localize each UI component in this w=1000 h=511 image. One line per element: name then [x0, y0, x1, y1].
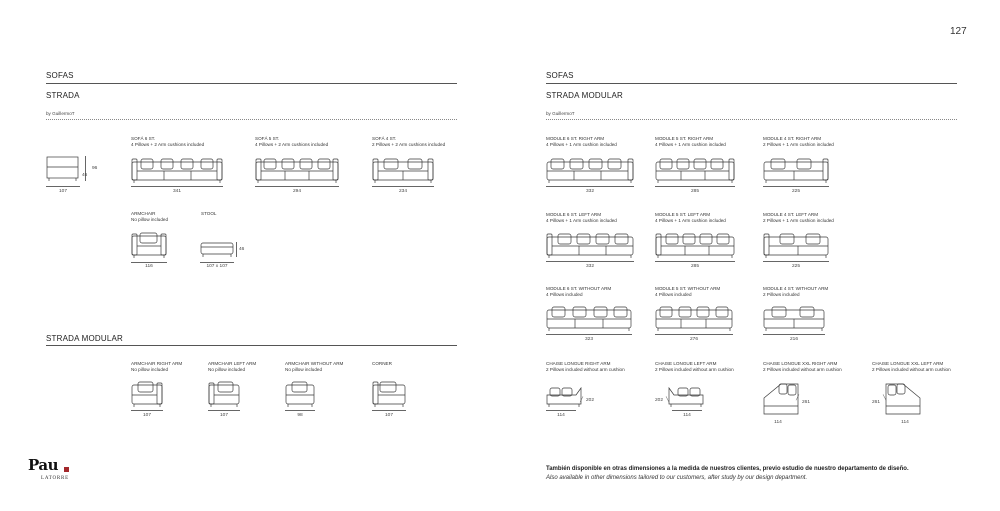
sofa-6-dim-line [131, 186, 223, 187]
armchair-label [131, 211, 168, 223]
chaise-xxl-right-depth: 261 [802, 400, 811, 405]
left-modular-title: STRADA MODULAR [46, 334, 124, 343]
right-section-rule [546, 83, 957, 84]
module-5-without-width: 276 [689, 337, 698, 342]
armchair-without-arm-drawing [285, 380, 315, 408]
armchair-right-arm-label [131, 361, 182, 373]
chaise-right-depth-mark: ╱ [580, 398, 583, 403]
corner-dim-line [372, 410, 406, 411]
sofa-4-desc: 2 Pillows + 2 Arm cushions included [372, 142, 446, 147]
chaise-left-width: 114 [683, 413, 691, 418]
module-6-left-dim-line [546, 261, 634, 262]
brand-name: Pau [28, 456, 59, 474]
armchair-without-arm-label [285, 361, 343, 373]
chaise-xxl-left-desc: 2 Pillows included without arm cushion [872, 367, 951, 372]
module-6-without-title: MODULE 6 ST. WITHOUT ARM [546, 286, 612, 291]
chaise-xxl-right-label [763, 361, 842, 373]
sofa-side-view-drawing [46, 155, 80, 183]
armchair-right-arm-dim-line [131, 410, 163, 411]
sofa-6-desc: 4 Pillows + 2 Arm cushions included [131, 142, 205, 147]
right-byline: by GuillermoT [546, 111, 575, 116]
module-4-without-dim-line [763, 334, 825, 335]
module-6-right-dim-line [546, 186, 634, 187]
module-5-right-desc: 4 Pillows + 1 Arm cushion included [655, 142, 726, 147]
module-5-left-desc: 4 Pillows + 1 Arm cushion included [655, 218, 726, 223]
stool-drawing [200, 241, 234, 259]
sofa-4-width: 234 [398, 189, 407, 194]
module-4-right-label [763, 136, 834, 148]
chaise-xxl-left-depth-mark: ╲ [883, 396, 886, 401]
stool-dim-line [200, 262, 234, 263]
side-depth: 107 [58, 189, 67, 194]
sofa-6-width: 341 [172, 189, 181, 194]
chaise-left-dim-line [672, 410, 702, 411]
stool-title: STOOL [201, 211, 217, 216]
armchair-right-arm-desc: No pillow included [131, 367, 169, 372]
footer-note-es: También disponible en otras dimensiones a la medida de nuestros clientes, previo estudio de nuestro departamento de diseño. [546, 466, 909, 472]
stool-height: 46 [239, 247, 245, 252]
brand-subtitle: LATORRE [41, 476, 70, 481]
sofa-5-width: 294 [292, 189, 301, 194]
sofa-5-dim-line [255, 186, 339, 187]
armchair-without-arm-desc: No pillow included [285, 367, 323, 372]
chaise-left-drawing [668, 382, 704, 408]
sofa-4-dim-line [372, 186, 434, 187]
module-6-without-label [546, 286, 611, 298]
right-byline-rule [546, 119, 957, 120]
module-6-left-drawing [546, 231, 634, 259]
module-4-right-width: 225 [791, 189, 800, 194]
module-5-left-drawing [655, 231, 735, 259]
armchair-right-arm-title: ARMCHAIR RIGHT ARM [131, 361, 183, 366]
right-section-title: SOFAS [546, 71, 574, 80]
module-5-right-width: 285 [690, 189, 699, 194]
brand-logo [28, 456, 58, 475]
left-section-title: SOFAS [46, 71, 74, 80]
module-6-without-width: 323 [584, 337, 593, 342]
module-4-left-label [763, 212, 834, 224]
sofa-5-title: SOFÁ 5 ST. [255, 136, 280, 141]
module-6-without-desc: 4 Pillows included [546, 292, 583, 297]
module-4-without-desc: 2 Pillows included [763, 292, 800, 297]
module-4-right-drawing [763, 156, 829, 184]
stool-label [201, 211, 217, 217]
module-5-right-title: MODULE 5 ST. RIGHT ARM [655, 136, 714, 141]
module-5-left-width: 285 [690, 264, 699, 269]
chaise-left-label [655, 361, 734, 373]
armchair-left-arm-drawing [208, 380, 240, 408]
armchair-without-arm-dim-line [285, 410, 315, 411]
stool-height-line [236, 242, 237, 257]
module-4-without-title: MODULE 4 ST. WITHOUT ARM [763, 286, 829, 291]
armchair-right-arm-width: 107 [142, 413, 151, 418]
footer-note-en: Also available in other dimensions tailored to our customers, after study by our design department. [546, 475, 808, 481]
armchair-right-arm-drawing [131, 380, 163, 408]
chaise-xxl-left-label [872, 361, 951, 373]
left-modular-rule [46, 345, 457, 346]
armchair-dim-line [131, 262, 167, 263]
module-6-right-label [546, 136, 617, 148]
module-6-right-title: MODULE 6 ST. RIGHT ARM [546, 136, 605, 141]
chaise-left-depth-mark: ╲ [666, 398, 669, 403]
module-5-right-drawing [655, 156, 735, 184]
armchair-left-arm-width: 107 [219, 413, 228, 418]
armchair-title: ARMCHAIR [131, 211, 156, 216]
sofa-5-desc: 4 Pillows + 2 Arm cushions included [255, 142, 329, 147]
chaise-xxl-right-title: CHAISE LONGUE XXL RIGHT ARM [763, 361, 838, 366]
module-6-left-desc: 4 Pillows + 1 Arm cushion included [546, 218, 617, 223]
module-4-without-label [763, 286, 828, 298]
chaise-xxl-right-desc: 2 Pillows included without arm cushion [763, 367, 842, 372]
module-4-left-width: 225 [791, 264, 800, 269]
chaise-xxl-left-width: 114 [901, 420, 909, 425]
module-6-left-label [546, 212, 617, 224]
module-4-without-drawing [763, 304, 825, 332]
right-subsection-title: STRADA MODULAR [546, 91, 624, 100]
module-4-left-title: MODULE 4 ST. LEFT ARM [763, 212, 819, 217]
chaise-xxl-left-depth: 261 [872, 400, 881, 405]
armchair-drawing [131, 231, 167, 259]
side-depth-line [46, 186, 80, 187]
module-6-left-title: MODULE 6 ST. LEFT ARM [546, 212, 602, 217]
sofa-4-drawing [372, 156, 434, 184]
chaise-left-title: CHAISE LONGUE LEFT ARM [655, 361, 717, 366]
armchair-left-arm-desc: No pillow included [208, 367, 246, 372]
left-byline: by GuillermoT [46, 111, 75, 116]
sofa-6-label [131, 136, 204, 148]
armchair-without-arm-title: ARMCHAIR WITHOUT ARM [285, 361, 344, 366]
module-6-without-drawing [546, 304, 632, 332]
armchair-left-arm-title: ARMCHAIR LEFT ARM [208, 361, 257, 366]
side-height: 96 [92, 166, 98, 171]
left-byline-rule [46, 119, 457, 120]
sofa-4-title: SOFÁ 4 ST. [372, 136, 397, 141]
module-5-left-label [655, 212, 726, 224]
left-subsection-title: STRADA [46, 91, 80, 100]
corner-drawing [372, 380, 406, 408]
stool-size: 107 x 107 [206, 264, 228, 269]
armchair-left-arm-label [208, 361, 256, 373]
module-5-left-dim-line [655, 261, 735, 262]
side-seat-height: 46 [82, 173, 88, 178]
sofa-6-title: SOFÁ 6 ST. [131, 136, 156, 141]
armchair-left-arm-dim-line [208, 410, 240, 411]
corner-width: 107 [384, 413, 393, 418]
chaise-right-dim-line [546, 410, 576, 411]
sofa-5-label [255, 136, 328, 148]
chaise-right-title: CHAISE LONGUE RIGHT ARM [546, 361, 611, 366]
corner-title: CORNER [372, 361, 392, 366]
module-4-left-dim-line [763, 261, 829, 262]
module-5-without-desc: 4 Pillows included [655, 292, 692, 297]
chaise-right-drawing [546, 382, 582, 408]
module-5-without-drawing [655, 304, 733, 332]
module-4-right-dim-line [763, 186, 829, 187]
chaise-right-depth: 202 [586, 398, 595, 403]
chaise-xxl-right-width: 114 [774, 420, 782, 425]
chaise-right-label [546, 361, 625, 373]
module-4-left-drawing [763, 231, 829, 259]
armchair-width: 116 [145, 264, 153, 269]
module-6-right-width: 332 [585, 189, 594, 194]
left-section-rule [46, 83, 457, 84]
module-5-without-label [655, 286, 720, 298]
module-5-left-title: MODULE 5 ST. LEFT ARM [655, 212, 711, 217]
module-4-right-desc: 2 Pillows + 1 Arm cushion included [763, 142, 834, 147]
corner-label [372, 361, 392, 367]
module-4-left-desc: 2 Pillows + 1 Arm cushion included [763, 218, 834, 223]
chaise-left-desc: 2 Pillows included without arm cushion [655, 367, 734, 372]
module-6-right-drawing [546, 156, 634, 184]
armchair-without-arm-width: 98 [297, 413, 303, 418]
module-6-without-dim-line [546, 334, 632, 335]
module-5-right-dim-line [655, 186, 735, 187]
chaise-left-depth: 202 [655, 398, 664, 403]
chaise-xxl-right-drawing [763, 380, 799, 418]
module-4-without-width: 216 [789, 337, 798, 342]
module-4-right-title: MODULE 4 ST. RIGHT ARM [763, 136, 822, 141]
chaise-xxl-left-drawing [885, 380, 921, 418]
chaise-xxl-right-depth-mark: ╱ [796, 396, 799, 401]
sofa-5-drawing [255, 156, 339, 184]
module-5-without-title: MODULE 5 ST. WITHOUT ARM [655, 286, 721, 291]
page-number: 127 [950, 26, 967, 37]
sofa-4-label [372, 136, 445, 148]
module-6-left-width: 332 [585, 264, 594, 269]
chaise-xxl-left-title: CHAISE LONGUE XXL LEFT ARM [872, 361, 944, 366]
sofa-6-drawing [131, 156, 223, 184]
armchair-desc: No pillow included [131, 217, 169, 222]
module-5-right-label [655, 136, 726, 148]
module-5-without-dim-line [655, 334, 733, 335]
chaise-right-width: 114 [557, 413, 565, 418]
brand-logo-dot [64, 467, 69, 472]
module-6-right-desc: 4 Pillows + 1 Arm cushion included [546, 142, 617, 147]
chaise-right-desc: 2 Pillows included without arm cushion [546, 367, 625, 372]
